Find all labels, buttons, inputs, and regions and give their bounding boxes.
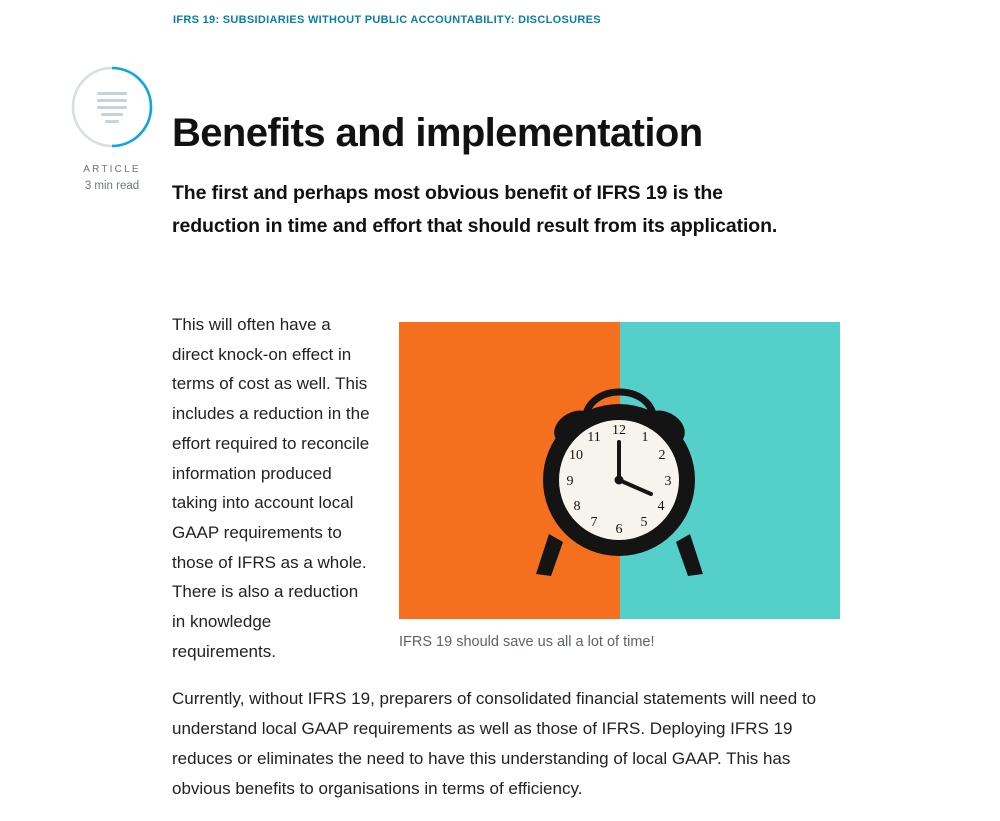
svg-text:3: 3 bbox=[664, 474, 672, 489]
content-type-label: ARTICLE bbox=[83, 164, 141, 175]
alarm-clock-icon bbox=[399, 322, 840, 619]
svg-text:7: 7 bbox=[590, 515, 598, 530]
svg-text:4: 4 bbox=[657, 499, 665, 514]
figure-image bbox=[399, 322, 840, 619]
svg-text:1: 1 bbox=[641, 430, 649, 445]
article-lines-icon bbox=[71, 66, 153, 148]
article-figure bbox=[399, 322, 840, 652]
svg-text:8: 8 bbox=[573, 499, 581, 514]
article-meta-rail bbox=[62, 66, 162, 192]
body-paragraph-1: This will often have a direct knock-on effect in terms of cost as well. This includes a reduction in the effort required to reconcile information produced taking into account local GAAP requirements to those of IFRS as a whole. There is also a reduction in knowledge requirements. bbox=[172, 315, 370, 661]
article-badge bbox=[71, 66, 153, 148]
svg-text:11: 11 bbox=[587, 430, 601, 445]
svg-text:10: 10 bbox=[569, 448, 583, 463]
body-paragraph-2: Currently, without IFRS 19, preparers of consolidated financial statements will need to understand local GAAP requirements as well as those of IFRS. Deploying IFRS 19 reduces or eliminates the need to have this understanding of local GAAP. This has obvious benefits to organisations in terms of efficiency. bbox=[172, 689, 817, 798]
svg-text:9: 9 bbox=[566, 474, 574, 489]
svg-text:5: 5 bbox=[640, 515, 648, 530]
page-title: Benefits and implementation bbox=[172, 110, 703, 155]
breadcrumb[interactable]: IFRS 19: SUBSIDIARIES WITHOUT PUBLIC ACCOUNTABILITY: DISCLOSURES bbox=[173, 14, 601, 26]
svg-text:2: 2 bbox=[658, 448, 666, 463]
svg-text:6: 6 bbox=[615, 522, 623, 537]
figure-caption: IFRS 19 should save us all a lot of time! bbox=[399, 634, 655, 650]
read-time-label: 3 min read bbox=[84, 180, 140, 192]
standfirst: The first and perhaps most obvious benefit of IFRS 19 is the reduction in time and effort that should result from its application. bbox=[172, 182, 778, 237]
article-body bbox=[172, 310, 840, 821]
svg-text:12: 12 bbox=[612, 423, 626, 438]
